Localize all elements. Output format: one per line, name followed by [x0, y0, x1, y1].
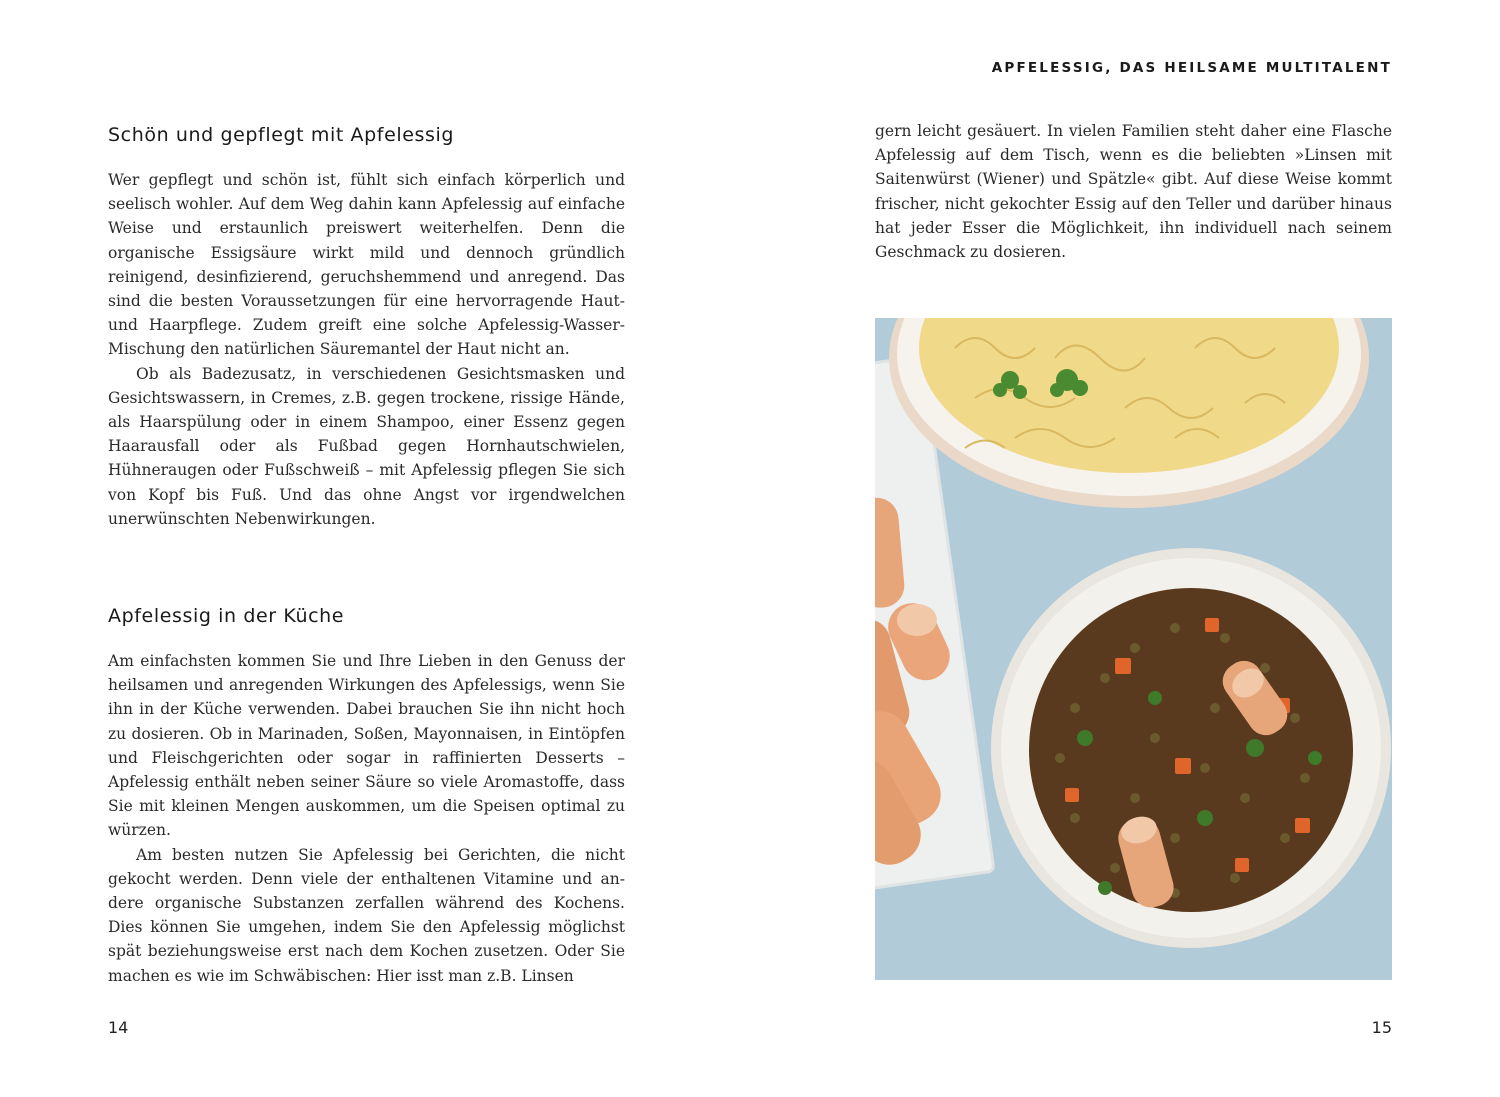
lentil-soup-illustration — [875, 318, 1392, 980]
paragraph: Ob als Badezusatz, in verschiedenen Gesichtsmasken und Gesichtswassern, in Cremes, z.B. gegen trockene, rissige Hände, als Haarspülung oder in einem Shampoo, einer Essenz gegen Haarausfall oder als Fußbad gegen Hornhautschwielen, Hühneraugen oder Fußschweiß – mit Apfelessig pflegen Sie sich von Kopf bis Fuß. Und das ohne Angst vor irgendwelchen unerwünschten Nebenwirkungen. — [108, 364, 625, 528]
page-number-right: 15 — [1371, 1018, 1392, 1037]
paragraph: Wer gepflegt und schön ist, fühlt sich einfach körperlich und seelisch wohler. Auf dem Weg dahin kann Apfelessig auf einfache Weise und erstaunlich preiswert weiterhelfen. Denn die organische Essigsäure wirkt mild und dennoch gründlich reinigend, desinfizierend, geruchshemmend und anregend. Das sind die besten Voraussetzungen für eine hervorragende Haut- und Haarpflege. Zudem greift eine solche Apfelessig-Wasser-Mischung den natürlichen Säuremantel der Haut nicht an. — [108, 171, 625, 359]
section-heading-beauty: Schön und gepflegt mit Apfelessig — [108, 124, 455, 146]
continued-body — [875, 119, 1392, 264]
section-body-kitchen — [108, 649, 625, 988]
section-body-beauty — [108, 168, 625, 531]
running-header: APFELESSIG, DAS HEILSAME MULTITALENT — [991, 60, 1392, 76]
paragraph: gern leicht gesäuert. In vielen Familien steht daher eine Flasche Apfelessig auf dem Tisch, wenn es die beliebten »Linsen mit Saitenwürst (Wiener) und Spätzle« gibt. Auf diese Weise kommt frischer, nicht gekochter Essig auf den Teller und darüber hinaus hat jeder Esser die Möglichkeit, ihn individuell nach seinem Geschmack zu dosieren. — [875, 122, 1392, 262]
food-photo — [875, 318, 1392, 980]
page-number-left: 14 — [108, 1018, 129, 1037]
section-heading-kitchen: Apfelessig in der Küche — [108, 605, 345, 627]
lentil-bowl — [991, 548, 1391, 948]
paragraph: Am einfachsten kommen Sie und Ihre Lieben in den Genuss der heilsamen und anregenden Wirkungen des Apfelessigs, wenn Sie ihn in der Küche verwenden. Dabei brauchen Sie ihn nicht hoch zu dosieren. Ob in Marinaden, Soßen, Mayonnaisen, in Eintöpfen und Fleischgerichten oder sogar in raffinierten Desserts – Apfelessig enthält neben seiner Säure so viele Aromastoffe, dass Sie mit kleinen Mengen auskommen, um die Speisen optimal zu würzen. — [108, 652, 625, 840]
paragraph: Am besten nutzen Sie Apfelessig bei Gerichten, die nicht gekocht werden. Denn viele der enthaltenen Vitamine und andere organische Substanzen zerfallen während des Kochens. Dies können Sie umgehen, indem Sie den Apfelessig möglichst spät beziehungsweise erst nach dem Kochen zusetzen. Oder Sie machen es wie im Schwäbischen: Hier isst man z.B. Linsen — [108, 845, 625, 985]
